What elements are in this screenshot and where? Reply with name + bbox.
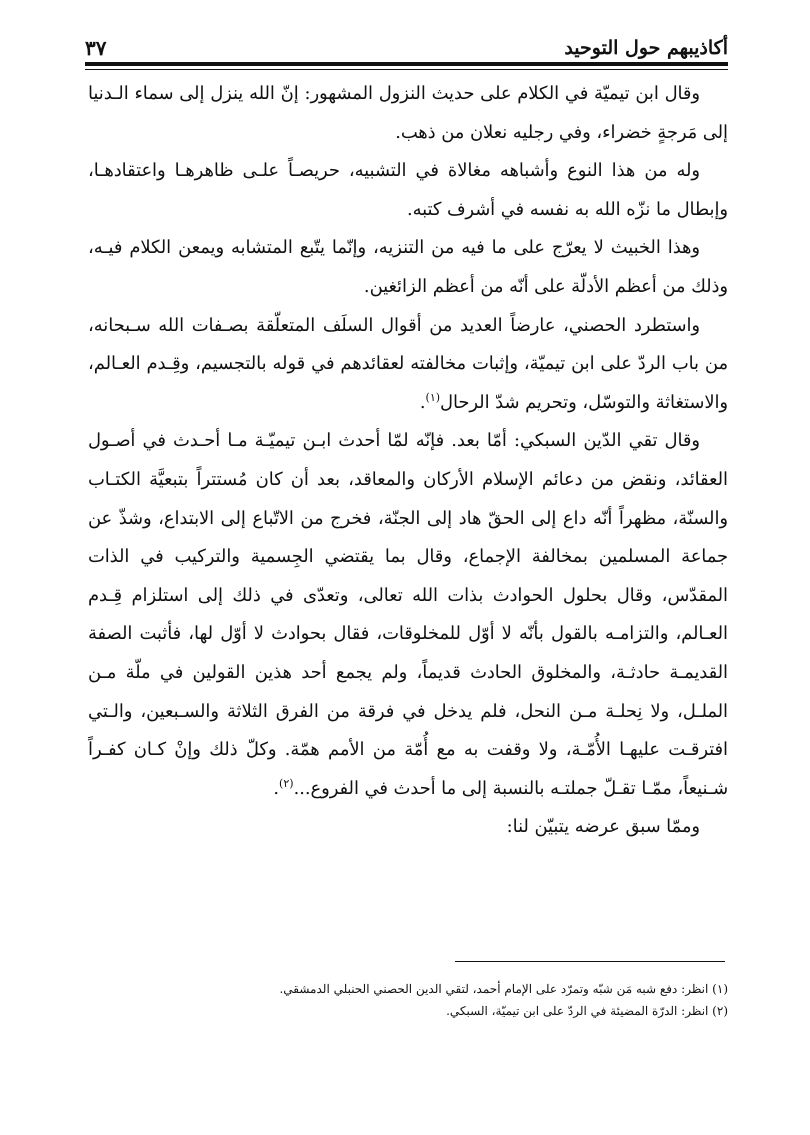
- paragraph-5: [88, 422, 728, 808]
- running-title: أكاذيبهم حول التوحيد: [564, 37, 728, 59]
- footnote-separator: [455, 961, 725, 962]
- paragraph-tail: .: [273, 777, 280, 799]
- page-number: ٣٧: [85, 36, 107, 60]
- paragraph-4: [88, 307, 728, 423]
- body-text: [88, 75, 728, 847]
- paragraph-tail: .: [419, 391, 426, 413]
- paragraph-text: وله من هذا النوع وأشباهه مغالاة في التشبيه، حريصـاً علـى ظاهرهـا واعتقادهـا، وإبطال ما نزّه الله به نفسه في أشرف كتبه.: [88, 160, 728, 220]
- footnote-1: (١) انظر: دفع شبه مَن شبّه وتمرّد على الإمام أحمد، لتقي الدين الحصني الحنبلي الدمشقي.: [279, 982, 728, 996]
- header-rule-thin: [85, 69, 728, 70]
- footnote-ref-2[interactable]: (٢): [279, 776, 294, 790]
- paragraph-text: وقال ابن تيميّة في الكلام على حديث النزول المشهور: إنّ الله ينزل إلى سماء الـدنيا إلى مَرجةٍ خضراء، وفي رجليه نعلان من ذهب.: [88, 83, 728, 143]
- footnotes: [150, 978, 728, 1022]
- paragraph-text: واستطرد الحصني، عارضاً العديد من أقوال السلَف المتعلّقة بصـفات الله سـبحانه، من باب الردّ على ابن تيميّة، وإثبات مخالفته لعقائدهم في قوله بالتجسيم، وقِـدم العـالم، والاستغاثة والتوسّل، وتحريم شدّ الرحال: [88, 314, 728, 413]
- paragraph-text: وقال تقي الدّين السبكي: أمّا بعد. فإنّه لمّا أحدث ابـن تيميّـة مـا أحـدث في أصـول العقائد، ونقض من دعائم الإسلام الأركان والمعاقد، بعد أن كان مُستتراً بتبعيَّة الكتـاب والسنّة، مظهراً أنّه داع إلى الحقّ هاد إلى الجنّة، فخرج من الاتّباع إلى الابتداع، وشذّ عن جماعة المسلمين بمخالفة الإجماع، وقال بما يقتضي الجِسمية والتركيب في الذات المقدّس، وقال بحلول الحوادث بذات الله تعالى، وتعدّى في ذلك إلى استلزام قِـدم العـالم، والتزامـه بالقول بأنّه لا أوّل للمخلوقات، فقال بحوادث لا أوّل لها، فأثبت الصفة القديمـة حادثـة، والمخلوق الحادث قديماً، ولم يجمع أحد هذين القولين في ملّة مـن الملـل، ولا نِحلـة مـن النحل، فلم يدخل في فرقة من الفرق الثلاثة والسـبعين، والـتي افترقـت عليهـا الأُمّـة، ولا وقفت به مع أُمّة من الأمم همّة. وكلّ ذلك وإنْ كـان كفـراً شـنيعاً، ممّـا تقـلّ جملتـه بالنسبة إلى ما أحدث في الفروع...: [88, 430, 728, 799]
- page-header: [85, 30, 728, 60]
- footnote-ref-1[interactable]: (١): [425, 390, 441, 404]
- paragraph-1: [88, 75, 728, 152]
- paragraph-text: وممّا سبق عرضه يتبيّن لنا:: [506, 816, 700, 838]
- paragraph-6: [88, 808, 728, 847]
- paragraph-2: [88, 152, 728, 229]
- footnote-2: (٢) انظر: الدرّة المضيئة في الردّ على ابن تيميّة، السبكي.: [446, 1004, 728, 1018]
- paragraph-3: [88, 229, 728, 306]
- paragraph-text: وهذا الخبيث لا يعرّج على ما فيه من التنزيه، وإنّما يتّبع المتشابه ويمعن الكلام فيـه، وذلك من أعظم الأدلّة على أنّه من أعظم الزائغين.: [88, 237, 728, 297]
- header-rule-thick: [85, 62, 728, 66]
